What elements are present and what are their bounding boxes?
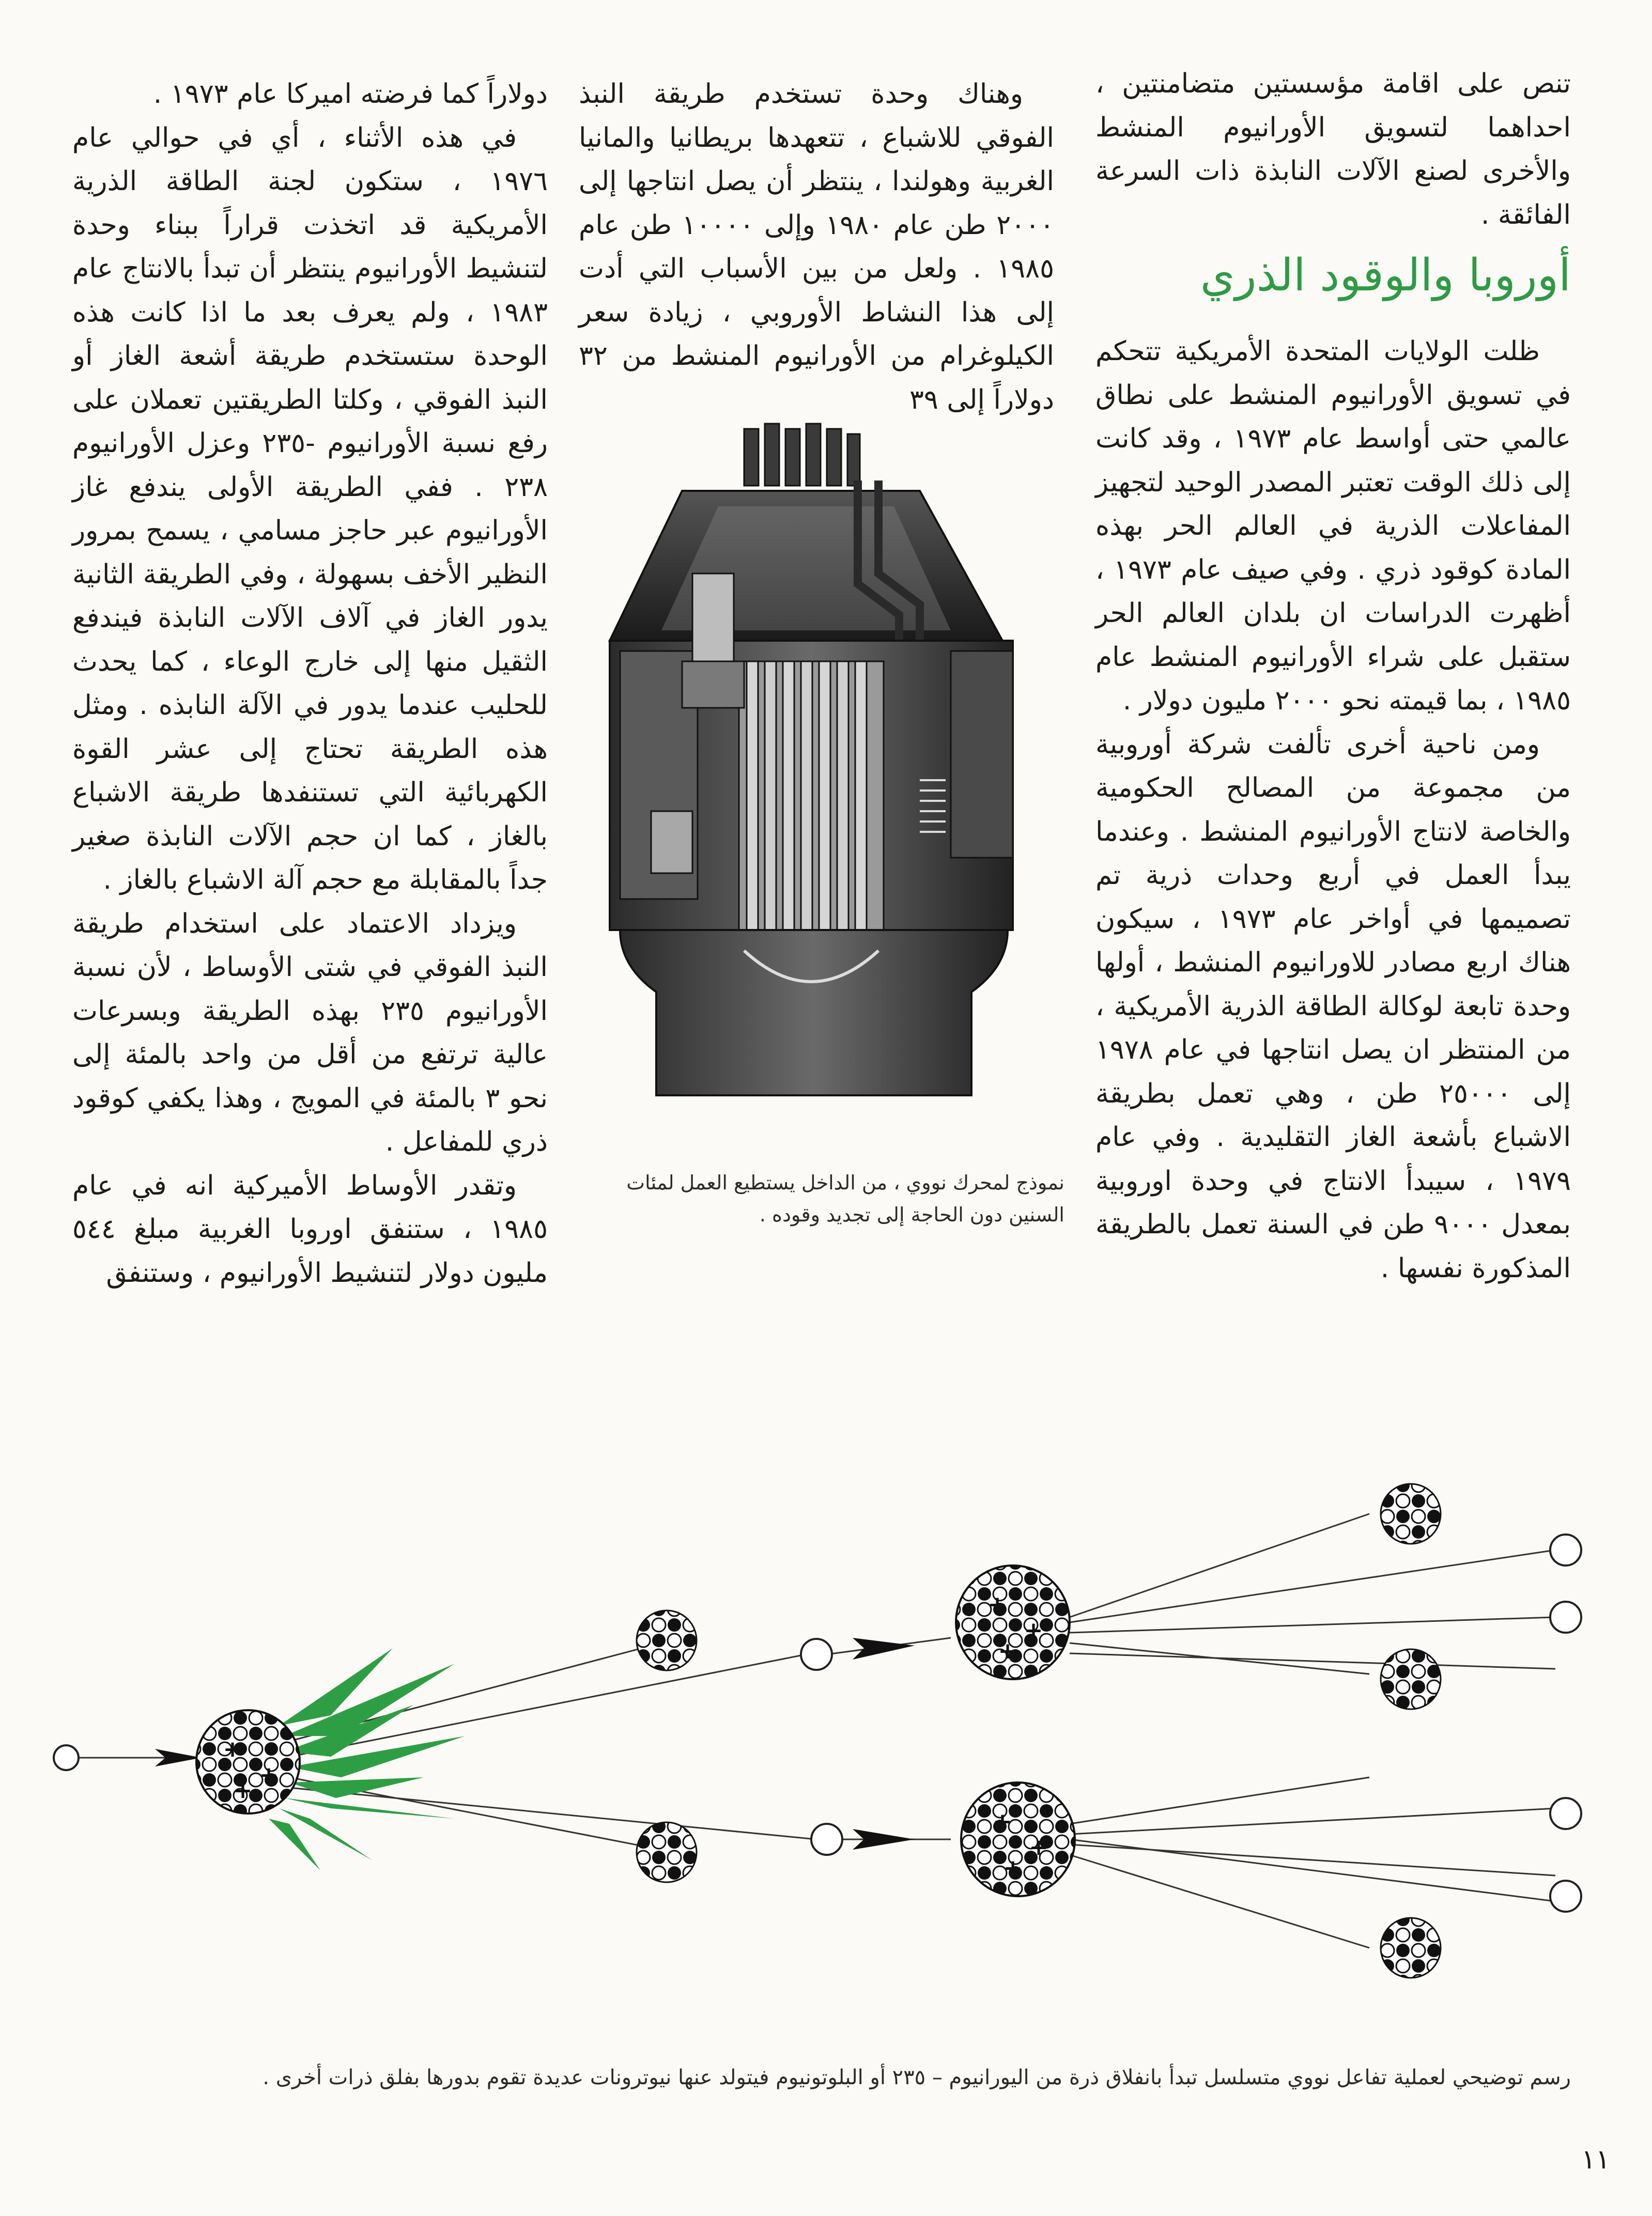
right-column <box>1095 62 1571 1290</box>
proton-mark: + <box>993 1808 1012 1835</box>
left-paragraph-2: في هذه الأثناء ، أي في حوالي عام ١٩٧٦ ، ستكون لجنة الطاقة الذرية الأمريكية قد اتخذت قراراً ببناء وحدة لتنشيط الأورانيوم ينتظر أن تبدأ بالانتاج عام ١٩٨٣ ، ولم يعرف بعد ما اذا كانت هذه الوحدة ستستخدم طريقة أشعة الغاز أو النبذ الفوقي ، وكلتا الطريقتين تعملان على رفع نسبة الأورانيوم -٢٣٥ وعزل الأورانيوم ٢٣٨ . ففي الطريقة الأولى يندفع غاز الأورانيوم عبر حاجز مسامي ، يسمح بمرور النظير الأخف بسهولة ، وفي الطريقة الثانية يدور الغاز في آلاف الآلات النابذة فيندفع الثقيل منها إلى خارج الوعاء ، كما يحدث للحليب عندما يدور في الآلة النابذه . ومثل هذه الطريقة تحتاج إلى عشر القوة الكهربائية التي تستنفدها طريقة الاشباع بالغاز ، كما ان حجم الآلات النابذة صغير جداً بالمقابلة مع حجم آلة الاشباع بالغاز . <box>72 122 548 895</box>
page-number: ١١ <box>1581 2144 1610 2175</box>
proton-mark: + <box>1003 1855 1023 1881</box>
left-paragraph-1: دولاراً كما فرضته اميركا عام ١٩٧٣ . <box>153 79 548 110</box>
middle-column <box>579 72 1054 422</box>
right-paragraph-3: ومن ناحية أخرى تألفت شركة أوروبية من مجموعة من المصالح الحكومية والخاصة لانتاج الأورانيوم المنشط . وعندما يبدأ العمل في أربع وحدات ذرية تم تصميمها في أواخر عام ١٩٧٣ ، سيكون هناك اربع مصادر للاورانيوم المنشط ، أولها وحدة تابعة لوكالة الطاقة الذرية الأمريكية ، من المنتظر ان يصل انتاجها في عام ١٩٧٨ إلى ٢٥٠٠٠ طن ، وهي تعمل بطريقة الاشباع بأشعة الغاز التقليدية . وفي عام ١٩٧٩ ، سيبدأ الانتاج في وحدة اوروبية بمعدل ٩٠٠٠ طن في السنة تعمل بالطريقة المذكورة نفسها . <box>1095 729 1571 1284</box>
left-column <box>72 72 548 1295</box>
photo-caption: نموذج لمحرك نووي ، من الداخل يستطيع العمل لمئات السنين دون الحاجة إلى تجديد وقوده . <box>626 1171 1064 1226</box>
middle-paragraph-1: وهناك وحدة تستخدم طريقة النبذ الفوقي للاشباع ، تتعهدها بريطانيا والمانيا الغربية وهولندا ، ينتظر أن يصل انتاجها إلى ٢٠٠٠ طن عام ١٩٨٠ وإلى ١٠٠٠٠ طن عام ١٩٨٥ . ولعل من بين الأسباب التي أدت إلى هذا النشاط الأوروبي ، زيادة سعر الكيلوغرام من الأورانيوم المنشط من ٣٢ دولاراً إلى ٣٩ <box>579 79 1054 415</box>
right-paragraph-2: ظلت الولايات المتحدة الأمريكية تتحكم في تسويق الأورانيوم المنشط على نطاق عالمي حتى أواسط عام ١٩٧٣ ، وقد كانت إلى ذلك الوقت تعتبر المصدر الوحيد لتجهيز المفاعلات الذرية في العالم الحر بهذه المادة كوقود ذري . وفي صيف عام ١٩٧٣ ، أظهرت الدراسات ان بلدان العالم الحر ستقبل على شراء الأورانيوم المنشط عام ١٩٨٥ ، بما قيمته نحو ٢٠٠٠ مليون دولار . <box>1095 336 1571 716</box>
proton-mark: + <box>223 1736 242 1762</box>
proton-mark: + <box>998 1638 1017 1664</box>
section-heading: أوروبا والوقود الذري <box>1200 250 1571 301</box>
proton-mark: + <box>259 1762 279 1788</box>
nuclear-engine-photo <box>589 419 1064 1101</box>
proton-mark: + <box>1029 1834 1048 1861</box>
left-paragraph-4: وتقدر الأوساط الأميركية انه في عام ١٩٨٥ ، ستنفق اوروبا الغربية مبلغ ٥٤٤ مليون دولار لتنشيط الأورانيوم ، وستنفق <box>72 1170 548 1289</box>
left-paragraph-3: ويزداد الاعتماد على استخدام طريقة النبذ الفوقي في شتى الأوساط ، لأن نسبة الأورانيوم ٢٣٥ بهذه الطريقة وبسرعات عالية ترتفع من أقل من واحد بالمئة إلى نحو ٣ بالمئة في المويج ، وهذا يكفي كوقود ذري للمفاعل . <box>72 908 548 1157</box>
chain-reaction-diagram <box>0 1447 1652 2015</box>
diagram-caption: رسم توضيحي لعملية تفاعل نووي متسلسل تبدأ بانفلاق ذرة من اليورانيوم – ٢٣٥ أو البلوتونيوم فيتولد عنها نيوترونات عديدة تقوم بدورها بفلق ذرات أخرى . <box>263 2066 1571 2089</box>
proton-mark: + <box>987 1591 1007 1618</box>
proton-mark: + <box>1024 1617 1043 1644</box>
right-paragraph-1: تنص على اقامة مؤسستين متضامنتين ، احداهما لتسويق الأورانيوم المنشط والأخرى لصنع الآلات النابذة ذات السرعة الفائقة . <box>1095 68 1571 230</box>
proton-mark: + <box>233 1777 253 1804</box>
